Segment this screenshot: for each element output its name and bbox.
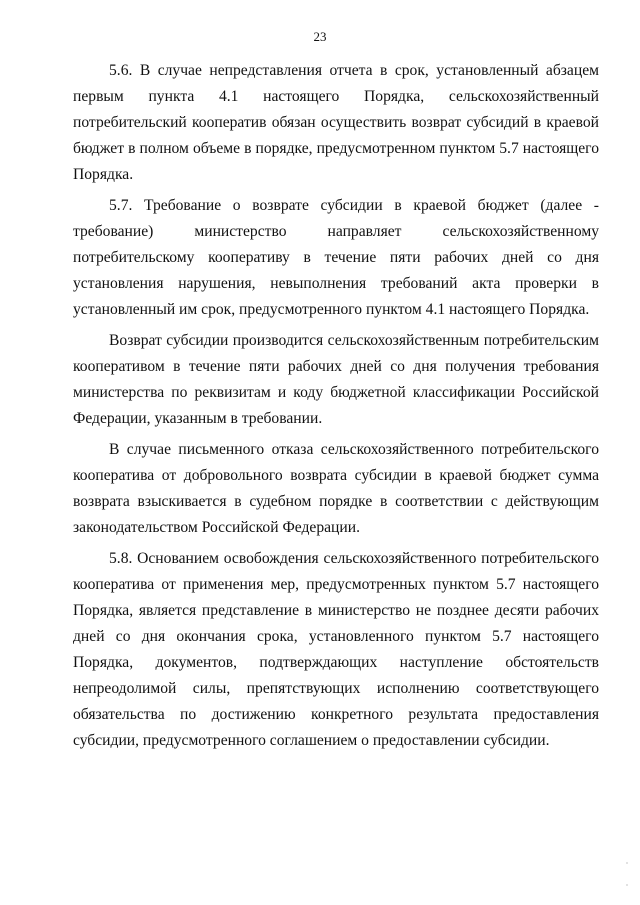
paragraph-5-7-written-refusal: В случае письменного отказа сельскохозяйственного потребительского кооператива от добровольного возврата субсидии в краевой бюджет сумма возврата взыскивается в судебном порядке в соответствии с действующим законодательством Российской Федерации. (73, 441, 599, 536)
paragraph-5-7-subsidy-return: Возврат субсидии производится сельскохозяйственным потребительским кооперативом в течение пяти рабочих дней со дня получения требования министерства по реквизитам и коду бюджетной классификации Российской Федерации, указанным в требовании. (73, 332, 599, 427)
paragraph-5-6: 5.6. В случае непредставления отчета в срок, установленный абзацем первым пункта 4.1 настоящего Порядка, сельскохозяйственный потребительский кооператив обязан осуществить возврат субсидий в краевой бюджет в полном объеме в порядке, предусмотренном пунктом 5.7 настоящего Порядка. (73, 62, 599, 183)
scan-speck (626, 862, 628, 864)
document-body (73, 58, 599, 754)
scan-speck (626, 884, 628, 886)
page-number: 23 (313, 29, 327, 44)
paragraph-5-8: 5.8. Основанием освобождения сельскохозяйственного потребительского кооператива от применения мер, предусмотренных пунктом 5.7 настоящего Порядка, является представление в министерство не позднее десяти рабочих дней со дня окончания срока, установленного пунктом 5.7 настоящего Порядка, документов, подтверждающих наступление обстоятельств непреодолимой силы, препятствующих исполнению соответствующего обязательства по достижению конкретного результата предоставления субсидии, предусмотренного соглашением о предоставлении субсидии. (73, 550, 599, 749)
paragraph-5-7: 5.7. Требование о возврате субсидии в краевой бюджет (далее - требование) министерство направляет сельскохозяйственному потребительскому кооперативу в течение пяти рабочих дней со дня установления нарушения, невыполнения требований акта проверки в установленный им срок, предусмотренного пунктом 4.1 настоящего Порядка. (73, 197, 599, 318)
